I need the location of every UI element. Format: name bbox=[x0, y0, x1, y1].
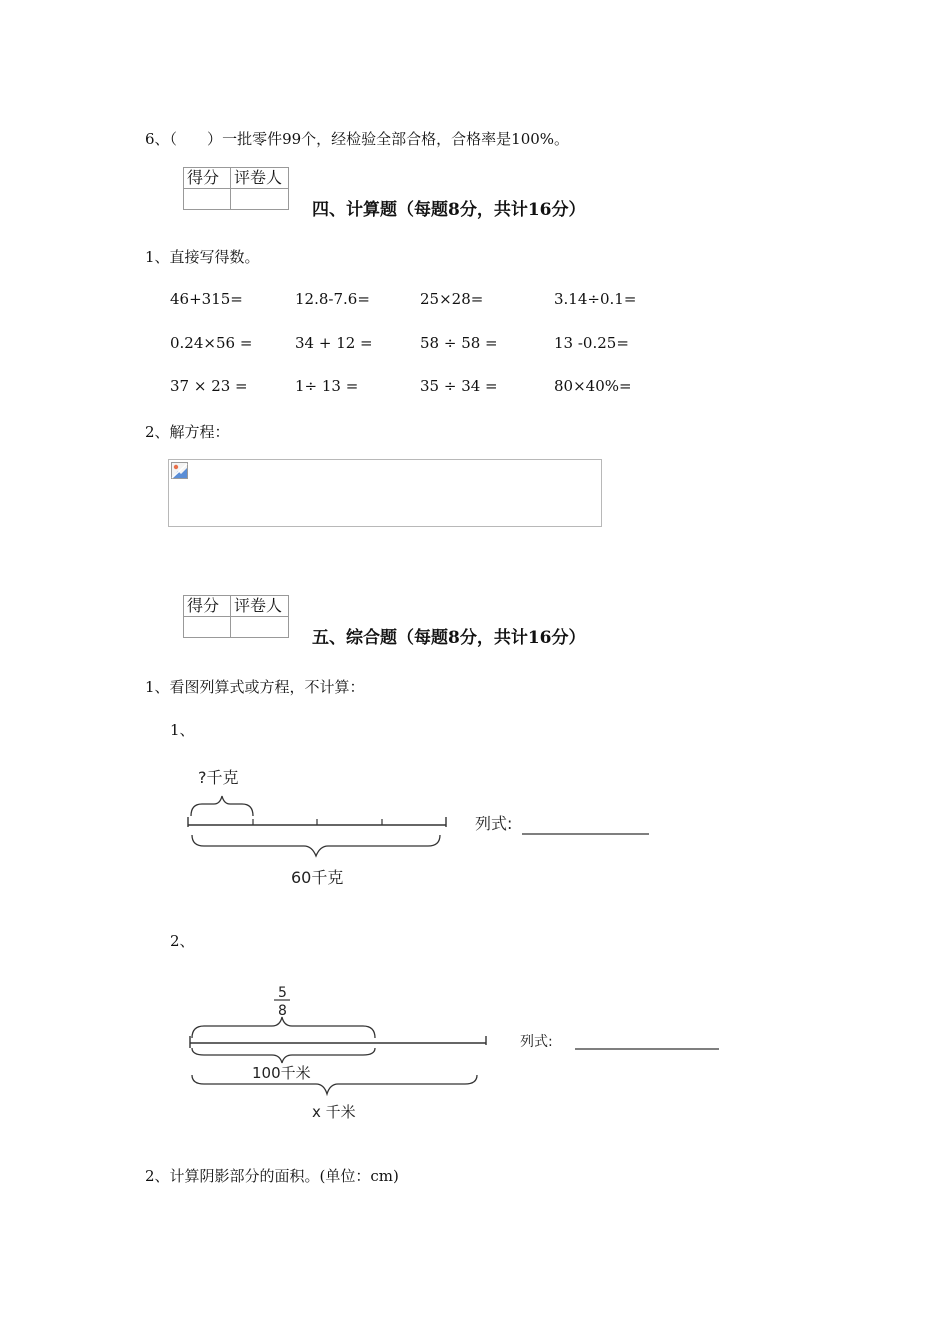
top-brace bbox=[192, 1017, 375, 1038]
calc-item: 12.8-7.6= bbox=[295, 290, 370, 308]
calc-item: 13 -0.25= bbox=[554, 334, 629, 352]
section-4-title: 四、计算题（每题8分，共计16分） bbox=[312, 200, 586, 220]
fraction-numerator: 5 bbox=[278, 985, 287, 1001]
line-segment-diagram-1 bbox=[180, 760, 670, 892]
score-table bbox=[183, 595, 289, 638]
section-4-question-2: 2、解方程： bbox=[145, 423, 230, 441]
calc-item: 37 × 23 = bbox=[170, 377, 248, 395]
top-brace bbox=[191, 796, 253, 816]
fraction-denominator: 8 bbox=[278, 1003, 287, 1019]
formula-label: 列式: bbox=[520, 1034, 553, 1050]
sub-question-1-label: 1、 bbox=[170, 721, 195, 739]
grader-header: 评卷人 bbox=[231, 168, 289, 189]
bottom-brace bbox=[192, 1075, 477, 1094]
score-header: 得分 bbox=[184, 168, 231, 189]
calc-item: 1÷ 13 = bbox=[295, 377, 359, 395]
score-cell[interactable] bbox=[184, 617, 231, 638]
sub-question-2-label: 2、 bbox=[170, 932, 195, 950]
calc-item: 80×40%= bbox=[554, 377, 632, 395]
score-header: 得分 bbox=[184, 596, 231, 617]
score-cell[interactable] bbox=[184, 189, 231, 210]
grader-cell[interactable] bbox=[231, 617, 289, 638]
equation-image-frame bbox=[168, 459, 602, 527]
calc-item: 58 ÷ 58 = bbox=[420, 334, 498, 352]
question-text: 一批零件99个，经检验全部合格，合格率是100%。 bbox=[222, 130, 570, 148]
calc-item: 0.24×56 = bbox=[170, 334, 253, 352]
formula-label: 列式: bbox=[475, 814, 513, 833]
calc-item: 3.14÷0.1= bbox=[554, 290, 637, 308]
section-5-question-2: 2、计算阴影部分的面积。(单位：cm) bbox=[145, 1167, 399, 1185]
diagram-middle-label: 100千米 bbox=[252, 1064, 311, 1082]
calc-item: 34 + 12 = bbox=[295, 334, 373, 352]
grader-header: 评卷人 bbox=[231, 596, 289, 617]
calc-item: 46+315= bbox=[170, 290, 243, 308]
line-segment-diagram-2 bbox=[180, 980, 740, 1122]
score-table bbox=[183, 167, 289, 210]
question-6 bbox=[145, 128, 569, 149]
diagram-bottom-label: x 千米 bbox=[312, 1103, 356, 1121]
section-4-question-1: 1、直接写得数。 bbox=[145, 248, 260, 266]
grader-cell[interactable] bbox=[231, 189, 289, 210]
calc-item: 35 ÷ 34 = bbox=[420, 377, 498, 395]
broken-image-icon bbox=[171, 462, 188, 479]
section-5-title: 五、综合题（每题8分，共计16分） bbox=[312, 628, 586, 648]
diagram-bottom-label: 60千克 bbox=[291, 868, 344, 887]
diagram-top-label: ?千克 bbox=[198, 768, 239, 787]
question-number: 6、 bbox=[145, 130, 170, 148]
calc-item: 25×28= bbox=[420, 290, 484, 308]
middle-brace bbox=[192, 1048, 375, 1063]
answer-blank[interactable]: （ ） bbox=[169, 130, 223, 148]
bottom-brace bbox=[192, 835, 440, 856]
section-5-question-1: 1、看图列算式或方程，不计算： bbox=[145, 678, 365, 696]
